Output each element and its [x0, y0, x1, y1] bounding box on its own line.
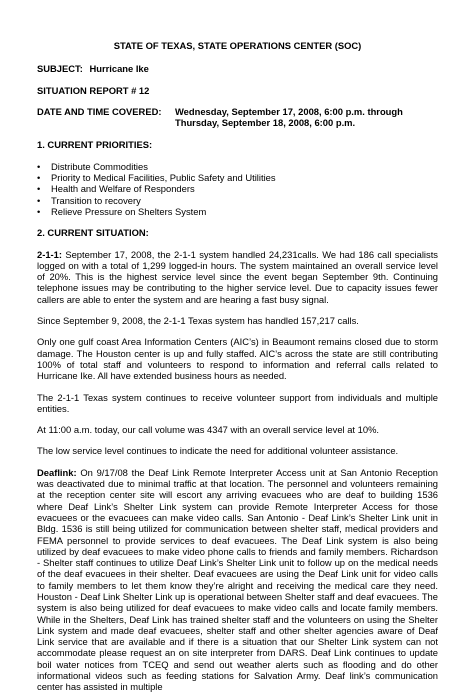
- paragraph-lead: Deaflink:: [37, 466, 77, 478]
- priority-text: Priority to Medical Facilities, Public Safety and Utilities: [51, 172, 276, 184]
- subject-line: [37, 63, 438, 74]
- date-value: [175, 106, 403, 129]
- date-label: DATE AND TIME COVERED:: [37, 105, 162, 117]
- list-item: [37, 172, 438, 183]
- paragraph-deaflink: [37, 467, 438, 693]
- priority-text: Relieve Pressure on Shelters System: [51, 205, 207, 217]
- paragraph-low-service: The low service level continues to indicate the need for additional volunteer assistance.: [37, 445, 399, 457]
- priority-text: Transition to recovery: [51, 194, 141, 206]
- priority-text: Health and Welfare of Responders: [51, 183, 195, 195]
- list-item: [37, 161, 438, 172]
- priorities-list: [37, 161, 438, 217]
- section-1-heading: 1. CURRENT PRIORITIES:: [37, 139, 153, 151]
- date-time-covered: [37, 106, 438, 129]
- bullet-icon: •: [37, 160, 41, 172]
- bullet-icon: •: [37, 194, 41, 206]
- bullet-icon: •: [37, 205, 41, 217]
- list-item: [37, 183, 438, 194]
- bullet-icon: •: [37, 172, 41, 184]
- bullet-icon: •: [37, 183, 41, 195]
- subject-value: Hurricane Ike: [89, 63, 149, 75]
- paragraph-text: On 9/17/08 the Deaf Link Remote Interpreter Access unit at San Antonio Reception was deactivated due to minimal traffic at that location. The personnel and volunteers remaining at the reception center site will escort any arriving evacuees who are deaf to building 1536 where Deaf Link’s Shelter Link system can provide Remote Interpreter Access for those evacuees or the evacuees can make video calls. San Antonio - Deaf Link’s Shelter Link unit in Bldg. 1536 is still being utilized for communication between shelter staff, medical providers and FEMA personnel to provide services to deaf evacuees. The Deaf Link system is also being utilized by deaf evacuees to make video phone calls to friends and family members. Richardson - Shelter staff continues to utilize Deaf Link’s Shelter Link unit to follow up on the medical needs of the deaf evacuees in their shelter. Deaf evacuees are using the Deaf Link unit for video calls to family members to let them know they’re alright and receiving the medical care they need. Houston - Deaf Link Shelter Link up is operational between Shelter staff and deaf evacuees. The system is also being utilized for deaf evacuees to make video calls and locate family members. While in the Shelters, Deaf Link has trained shelter staff and the volunteers on using the Shelter Link system and made deaf evacuees, shelter staff and other shelter agencies aware of Deaf Link service that are available and if there is a situation that our Shelter Link system can not accommodate please request an on site interpreter from DARS. Deaf Link continues to update boil water notices from TCEQ and send out weather alerts such as flooding and do other informational videos such as feeding stations for Salvation Army. Deaf link’s communication center has assisted in multiple: [37, 466, 438, 693]
- subject-label: SUBJECT:: [37, 63, 83, 75]
- paragraph-text: September 17, 2008, the 2-1-1 system handled 24,231calls. We had 186 call specialists logged on with a total of 1,299 logged-in hours. The system maintained an overall service level of 20%. This is the highest service level since the event began September 9th. Continuing telephone issues may be contributing to the higher service level. Due to capacity issues fewer callers are able to enter the system and are hearing a fast busy signal.: [37, 248, 438, 305]
- section-2-heading: 2. CURRENT SITUATION:: [37, 227, 149, 239]
- date-line-2: Thursday, September 18, 2008, 6:00 p.m.: [175, 117, 356, 129]
- priority-text: Distribute Commodities: [51, 160, 148, 172]
- date-line-1: Wednesday, September 17, 2008, 6:00 p.m. through: [175, 105, 403, 117]
- document-title: STATE OF TEXAS, STATE OPERATIONS CENTER (SOC): [113, 40, 362, 51]
- paragraph-since: Since September 9, 2008, the 2-1-1 Texas system has handled 157,217 calls.: [37, 315, 359, 327]
- paragraph-211: [37, 249, 438, 305]
- paragraph-call-volume: At 11:00 a.m. today, our call volume was 4347 with an overall service level at 10%.: [37, 424, 380, 436]
- report-number: SITUATION REPORT # 12: [37, 84, 150, 96]
- paragraph-lead: 2-1-1:: [37, 248, 63, 260]
- paragraph-aic: Only one gulf coast Area Information Centers (AIC’s) in Beaumont remains closed due to storm damage. The Houston center is up and fully staffed. AIC’s across the state are still contributing 100% of total staff and volunteers to respond to information and referral calls related to Hurricane Ike. All have extended business hours as needed.: [37, 336, 438, 382]
- paragraph-volunteer: The 2-1-1 Texas system continues to receive volunteer support from individuals and multiple entities.: [37, 391, 438, 414]
- list-item: [37, 206, 438, 217]
- list-item: [37, 195, 438, 206]
